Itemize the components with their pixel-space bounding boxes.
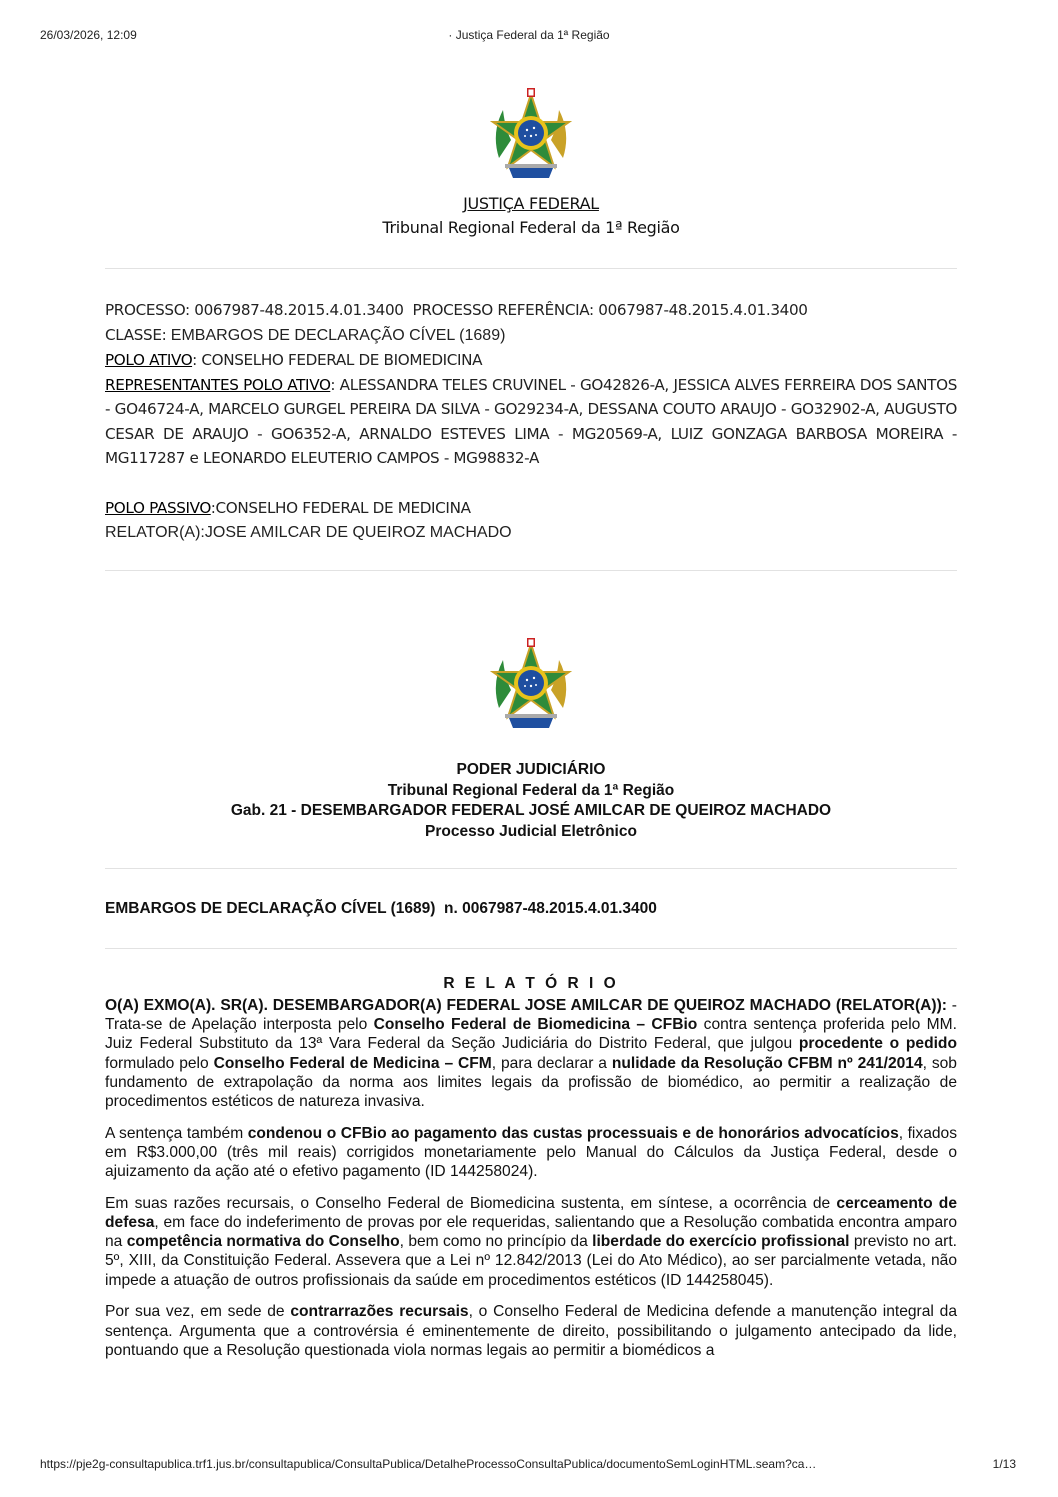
text-run: Por sua vez, em sede de	[105, 1303, 291, 1321]
divider	[105, 868, 957, 869]
bold-run: cerceamento de defesa	[105, 1194, 957, 1232]
case-info	[105, 298, 957, 546]
polo-ativo-value: : CONSELHO FEDERAL DE BIOMEDICINA	[192, 351, 483, 369]
bold-run: liberdade do exercício profissional	[592, 1233, 850, 1251]
classe-line	[105, 323, 957, 349]
print-datetime: 26/03/2026, 12:09	[40, 28, 137, 42]
bold-run: Conselho Federal de Medicina – CFM	[213, 1054, 492, 1072]
justica-federal-title: JUSTIÇA FEDERAL	[463, 194, 599, 213]
poder-judiciario-header	[105, 760, 957, 842]
document-url-link[interactable]: https://pje2g-consultapublica.trf1.jus.br/consultapublica/ConsultaPublica/DetalheProcessoConsultaPublica/documentoSemLoginHTML.seam?ca…	[40, 1457, 817, 1471]
relator-label: RELATOR(A):	[105, 524, 205, 541]
relator-value: JOSE AMILCAR DE QUEIROZ MACHADO	[204, 524, 512, 541]
text-run: , o Conselho Federal de Medicina defende a manutenção integral da sentença. Argumenta que a controvérsia é eminentemente de direito, possibilitando o julgamento antecipado da lide, pontuando que a Resolução questionada viola normas legais ao permitir a biomédicos a	[105, 1303, 957, 1359]
poder-judiciario-title: PODER JUDICIÁRIO	[456, 761, 606, 778]
representantes-label: REPRESENTANTES POLO ATIVO	[105, 375, 331, 394]
top-header	[105, 192, 957, 240]
print-title: · Justiça Federal da 1ª Região	[448, 28, 610, 42]
processo-line	[105, 298, 957, 323]
relatorio-body	[105, 996, 957, 1372]
polo-ativo-line	[105, 348, 957, 373]
bold-run: nulidade da Resolução CFBM nº 241/2014	[611, 1054, 923, 1072]
divider	[105, 268, 957, 269]
trf1-subtitle: Tribunal Regional Federal da 1ª Região	[382, 218, 680, 237]
text-run: Em suas razões recursais, o Conselho Federal de Biomedicina sustenta, em síntese, a ocorrência de	[105, 1194, 837, 1212]
paragraph	[105, 1194, 957, 1290]
paragraph	[105, 996, 957, 1111]
pje-line: Processo Judicial Eletrônico	[425, 822, 637, 840]
text-run: , para declarar a	[491, 1054, 612, 1072]
processo-value: 0067987-48.2015.4.01.3400	[189, 301, 404, 319]
bold-run: competência normativa do Conselho	[126, 1233, 400, 1251]
bold-run: procedente o pedido	[798, 1035, 957, 1053]
bold-run: condenou o CFBio ao pagamento das custas processuais e de honorários advocatícios	[247, 1124, 899, 1142]
print-footer	[40, 1457, 1018, 1473]
text-run: , bem como no princípio da	[399, 1233, 593, 1251]
gabinete-line: Gab. 21 - DESEMBARGADOR FEDERAL JOSÉ AMILCAR DE QUEIROZ MACHADO	[230, 802, 832, 819]
divider	[105, 570, 957, 571]
bold-run: contrarrazões recursais	[290, 1303, 469, 1321]
relatorio-title: R E L A T Ó R I O	[443, 975, 619, 992]
paragraph	[105, 1124, 957, 1182]
polo-passivo-line	[105, 496, 957, 521]
polo-passivo-value: :CONSELHO FEDERAL DE MEDICINA	[210, 498, 471, 517]
text-run: , sob fundamento de extrapolação da norma aos limites legais da profissão de biomédico, ao permitir a realização de procedimentos estéticos de natureza invasiva.	[105, 1054, 957, 1111]
processo-ref-label: PROCESSO REFERÊNCIA:	[403, 301, 594, 319]
paragraph	[105, 1302, 957, 1360]
divider	[105, 948, 957, 949]
coat-of-arms-icon	[481, 88, 581, 188]
print-header	[40, 28, 1018, 44]
relator-intro: O(A) EXMO(A). SR(A). DESEMBARGADOR(A) FEDERAL JOSE AMILCAR DE QUEIROZ MACHADO (RELATOR(A)):	[105, 997, 947, 1014]
processo-ref-value: 0067987-48.2015.4.01.3400	[593, 301, 808, 319]
polo-passivo-label: POLO PASSIVO	[105, 498, 211, 517]
relator-line	[105, 520, 957, 546]
coat-of-arms-icon	[481, 638, 581, 738]
classe-value: EMBARGOS DE DECLARAÇÃO CÍVEL (1689)	[166, 326, 506, 344]
text-run: , fixados em R$3.000,00 (três mil reais) corrigidos monetariamente pelo Manual do Cálculos da Justiça Federal, desde o ajuizamento da ação até o efetivo pagamento (ID 144258024).	[105, 1124, 958, 1181]
text-run: - Trata-se de Apelação interposta pelo	[105, 997, 957, 1034]
tribunal-line: Tribunal Regional Federal da 1ª Região	[387, 781, 675, 799]
bold-run: Conselho Federal de Biomedicina – CFBio	[373, 1016, 698, 1034]
processo-label: PROCESSO:	[105, 301, 190, 319]
classe-label: CLASSE:	[105, 325, 167, 344]
representantes-line	[105, 373, 957, 471]
text-run: A sentença também	[105, 1124, 248, 1142]
text-run: , em face do indeferimento de provas por ele requeridas, salientando que a Resolução combatida encontra amparo na	[105, 1214, 957, 1251]
representantes-value: : ALESSANDRA TELES CRUVINEL - GO42826-A, JESSICA ALVES FERREIRA DOS SANTOS - GO46724-A, MARCELO GURGEL PEREIRA DA SILVA - GO29234-A, DESSANA COUTO ARAUJO - GO32902-A, AUGUSTO CESAR DE ARAUJO - GO6352-A, ARNALDO ESTEVES LIMA - MG20569-A, LUIZ GONZAGA BARBOSA MOREIRA - MG117287 e LEONARDO ELEUTERIO CAMPOS - MG98832-A	[105, 375, 957, 467]
text-run: previsto no art. 5º, XIII, da Constituição Federal. Assevera que a Lei nº 12.842/2013 (Lei do Ato Médico), ao ser parcialmente vetada, não impede a atuação de outros profissionais da saúde em procedimentos estéticos (ID 144258045).	[105, 1233, 957, 1289]
embargos-heading: EMBARGOS DE DECLARAÇÃO CÍVEL (1689) n. 0067987-48.2015.4.01.3400	[105, 900, 657, 917]
polo-ativo-label: POLO ATIVO	[105, 351, 193, 369]
page-number: 1/13	[992, 1457, 1016, 1471]
text-run: formulado pelo	[105, 1054, 214, 1072]
text-run: contra sentença proferida pelo MM. Juiz Federal Substituto da 13ª Vara Federal da Seção Judiciária do Distrito Federal, que julgou	[105, 1016, 957, 1053]
